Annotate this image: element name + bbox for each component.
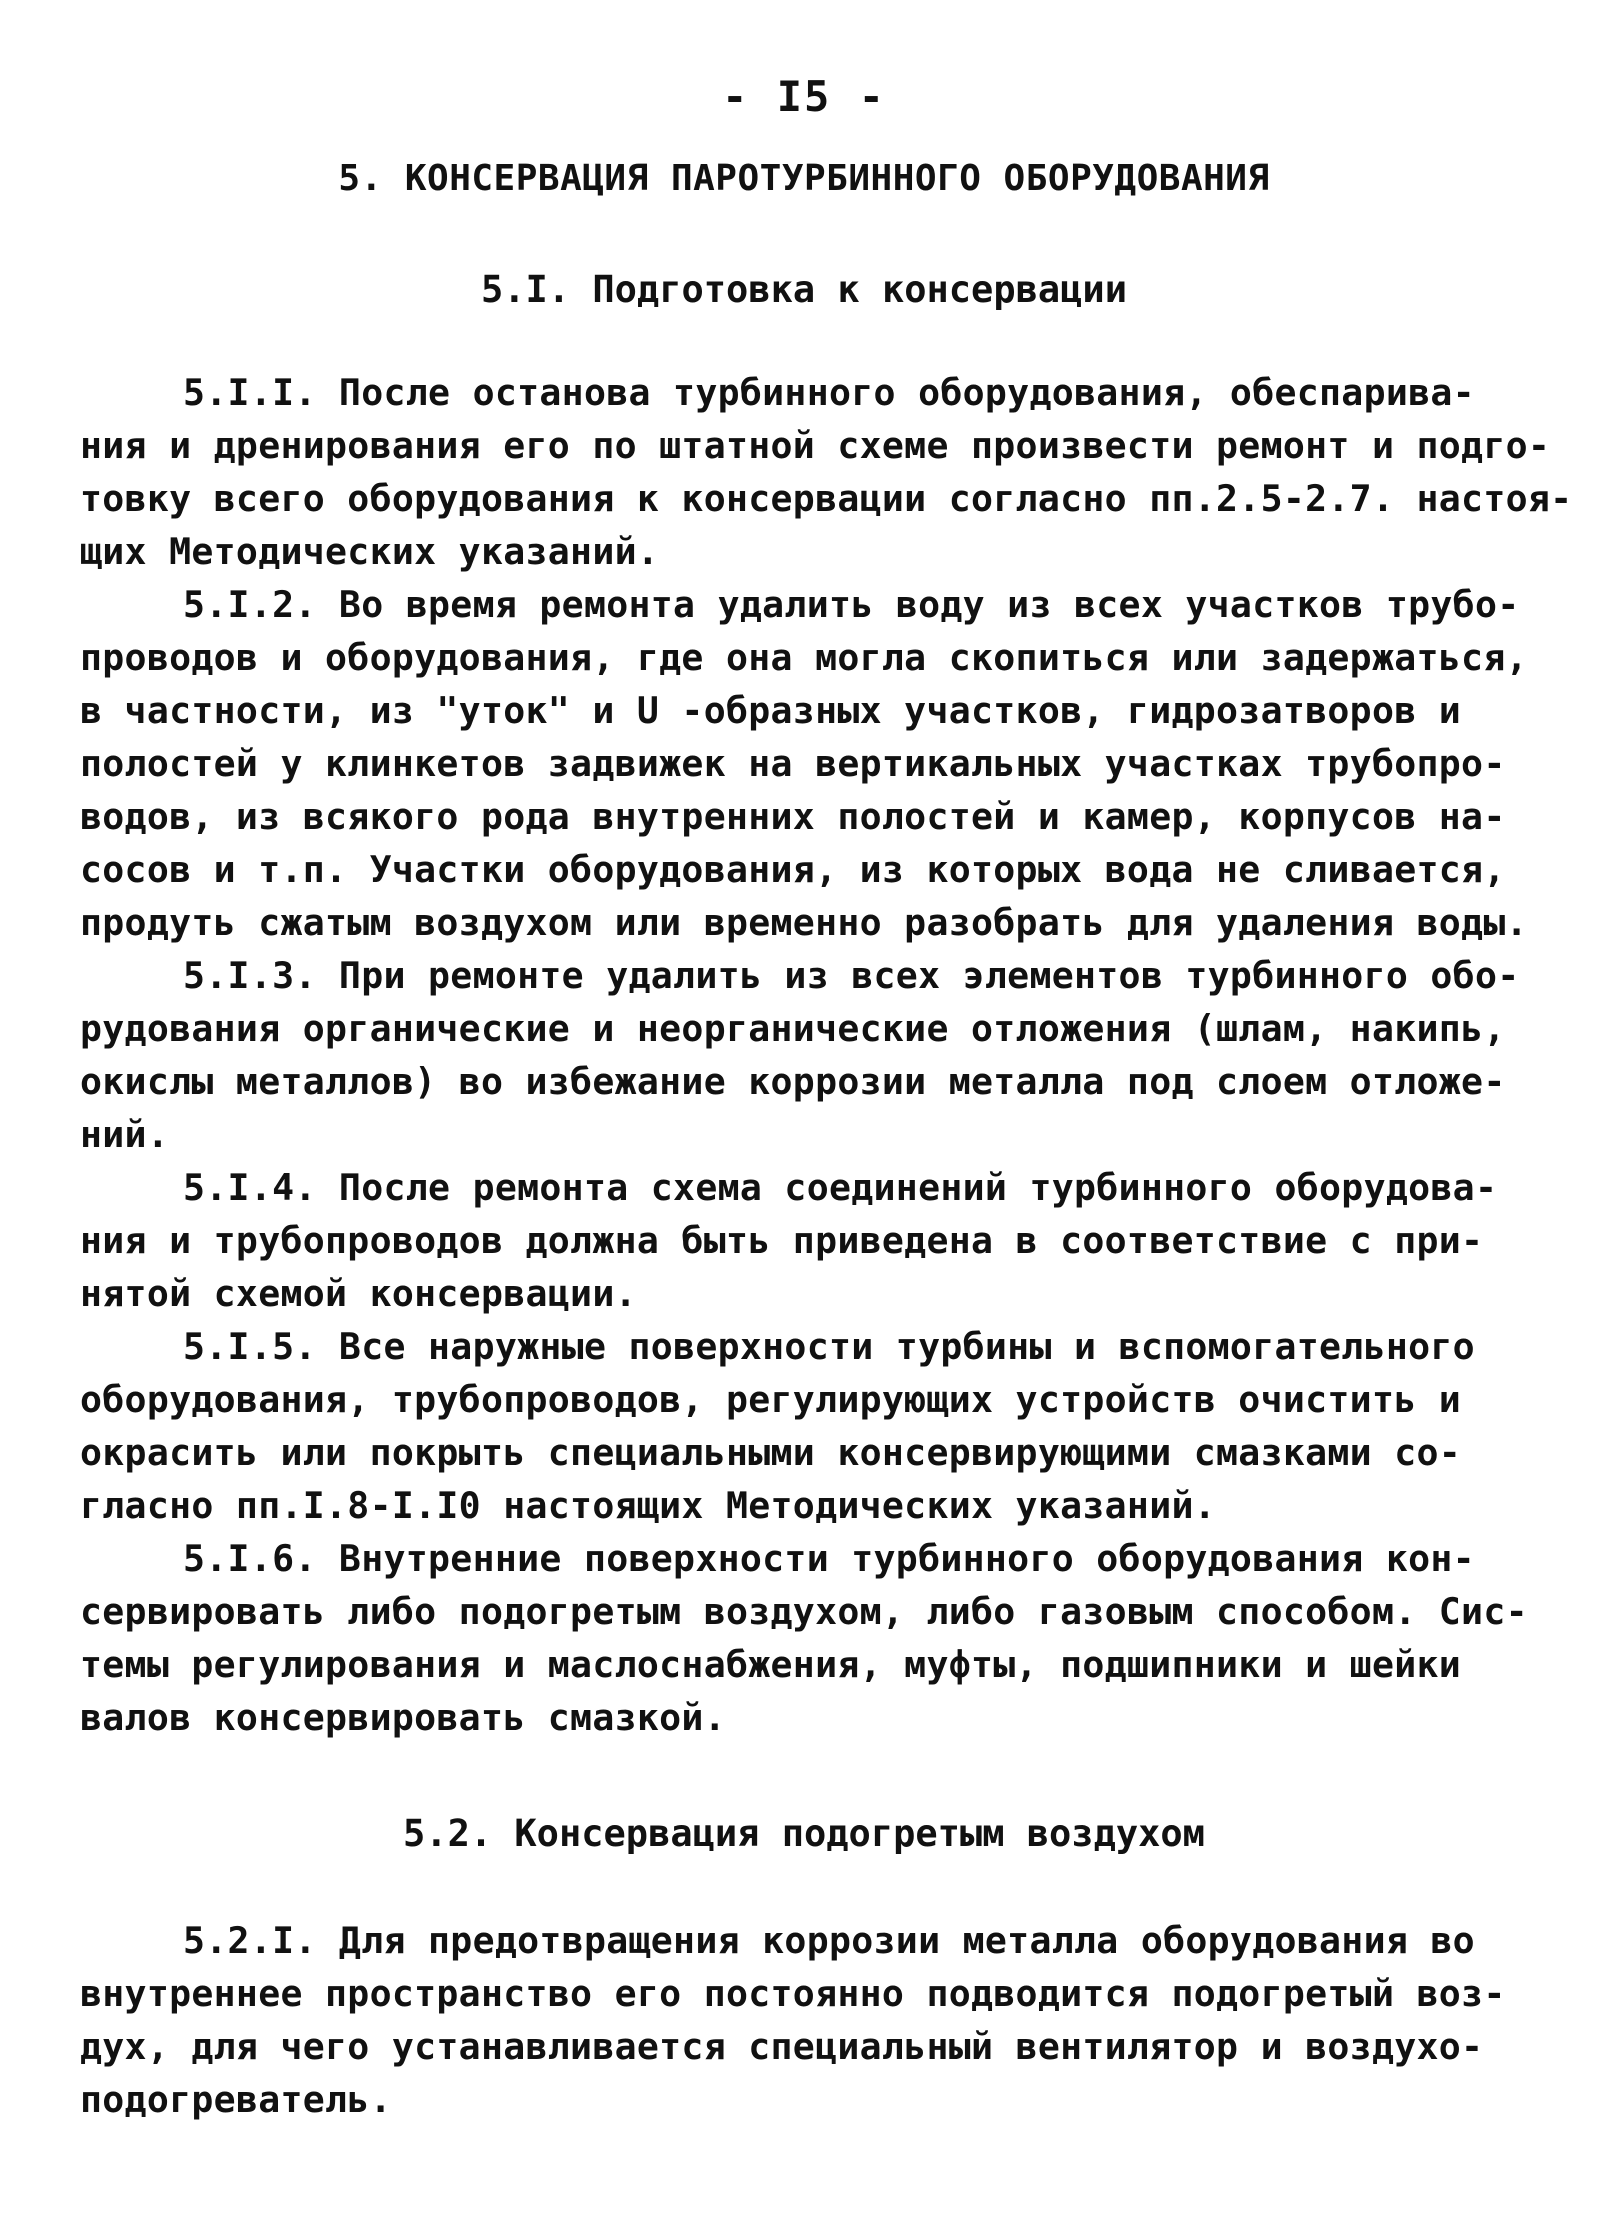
paragraph-line: полостей у клинкетов задвижек на вертикальных участках трубопро- bbox=[80, 742, 1506, 785]
paragraph-line: рудования органические и неорганические отложения (шлам, накипь, bbox=[80, 1007, 1506, 1050]
paragraph-line: сервировать либо подогретым воздухом, либо газовым способом. Сис- bbox=[80, 1590, 1528, 1633]
paragraph-line: оборудования, трубопроводов, регулирующих устройств очистить и bbox=[80, 1378, 1462, 1421]
paragraph-line: 5.I.3. При ремонте удалить из всех элементов турбинного обо- bbox=[183, 954, 1520, 997]
paragraph-line: окислы металлов) во избежание коррозии металла под слоем отложе- bbox=[80, 1060, 1506, 1103]
section-title-heated-air: 5.2. Консервация подогретым воздухом bbox=[403, 1812, 1205, 1855]
paragraph-line: ния и дренирования его по штатной схеме произвести ремонт и подго- bbox=[80, 424, 1551, 467]
paragraph-line: гласно пп.I.8-I.I0 настоящих Методических указаний. bbox=[80, 1484, 1217, 1527]
paragraph-line: валов консервировать смазкой. bbox=[80, 1696, 726, 1739]
paragraph-line: 5.I.4. После ремонта схема соединений турбинного оборудова- bbox=[183, 1166, 1498, 1209]
paragraph-line: темы регулирования и маслоснабжения, муфты, подшипники и шейки bbox=[80, 1643, 1462, 1686]
paragraph-line: подогреватель. bbox=[80, 2078, 392, 2121]
section-body-heated-air bbox=[80, 1914, 1520, 2126]
paragraph-line: щих Методических указаний. bbox=[80, 530, 660, 573]
paragraph-line: водов, из всякого рода внутренних полостей и камер, корпусов на- bbox=[80, 795, 1506, 838]
paragraph-line: окрасить или покрыть специальными консервирующими смазками со- bbox=[80, 1431, 1462, 1474]
paragraph-line: проводов и оборудования, где она могла скопиться или задержаться, bbox=[80, 636, 1528, 679]
section-body-preparation bbox=[80, 366, 1573, 1744]
chapter-title: 5. КОНСЕРВАЦИЯ ПАРОТУРБИННОГО ОБОРУДОВАНИЯ bbox=[338, 158, 1270, 199]
paragraph-line: продуть сжатым воздухом или временно разобрать для удаления воды. bbox=[80, 901, 1528, 944]
paragraph-line: 5.I.5. Все наружные поверхности турбины и вспомогательного bbox=[183, 1325, 1475, 1368]
paragraph-line: ний. bbox=[80, 1113, 170, 1156]
paragraph-line: 5.2.I. Для предотвращения коррозии металла оборудования во bbox=[183, 1919, 1475, 1962]
paragraph-line: дух, для чего устанавливается специальный вентилятор и воздухо- bbox=[80, 2025, 1484, 2068]
paragraph-line: товку всего оборудования к консервации согласно пп.2.5-2.7. настоя- bbox=[80, 477, 1573, 520]
section-title-preparation: 5.I. Подготовка к консервации bbox=[480, 268, 1127, 311]
paragraph-line: 5.I.2. Во время ремонта удалить воду из всех участков трубо- bbox=[183, 583, 1520, 626]
paragraph-line: 5.I.I. После останова турбинного оборудования, обеспарива- bbox=[183, 371, 1475, 414]
paragraph-line: 5.I.6. Внутренние поверхности турбинного оборудования кон- bbox=[183, 1537, 1475, 1580]
paragraph-line: в частности, из "уток" и U -образных участков, гидрозатворов и bbox=[80, 689, 1462, 732]
paragraph-line: внутреннее пространство его постоянно подводится подогретый воз- bbox=[80, 1972, 1506, 2015]
paragraph-line: ния и трубопроводов должна быть приведена в соответствие с при- bbox=[80, 1219, 1484, 1262]
paragraph-line: сосов и т.п. Участки оборудования, из которых вода не сливается, bbox=[80, 848, 1506, 891]
paragraph-line: нятой схемой консервации. bbox=[80, 1272, 637, 1315]
page-number: - I5 - bbox=[722, 72, 886, 121]
